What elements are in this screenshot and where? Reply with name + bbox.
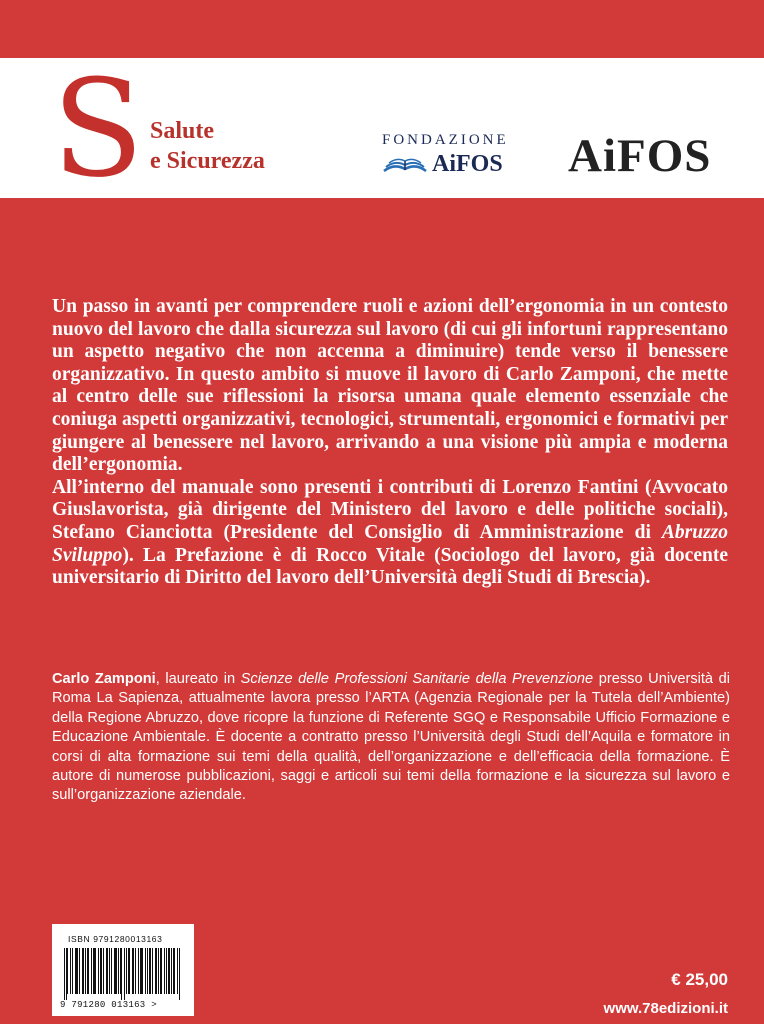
barcode-bar [124,948,125,1000]
barcode-bar [132,948,133,994]
barcode-bar [107,948,108,994]
barcode-bar [155,948,156,994]
author-name: Carlo Zamponi [52,671,156,687]
barcode-bar [79,948,80,994]
barcode-bar [95,948,96,994]
barcode-bar [101,948,102,994]
barcode-bar [114,948,115,994]
barcode-bar [116,948,117,994]
barcode-bar [91,948,92,994]
barcode-bar [76,948,77,994]
barcode-bar [135,948,136,994]
fondazione-label: FONDAZIONE [382,132,509,148]
barcode-bar [126,948,127,994]
barcode-bar [150,948,151,994]
barcode-bar [179,948,180,1000]
aifos-logo: AiFOS [568,130,712,182]
barcode-bar [177,948,178,994]
open-book-icon [382,153,428,175]
barcode-bar [72,948,73,994]
barcode-bar [166,948,167,994]
bio-text-1: , laureato in [155,671,241,687]
barcode-bar [142,948,143,994]
barcode-bar [168,948,169,994]
barcode-bar [87,948,88,994]
barcode-bar [158,948,159,994]
salute-sicurezza-logo-text [150,116,265,176]
barcode-bar [121,948,122,1000]
back-cover-blurb [52,296,728,590]
fondazione-aifos-name: AiFOS [432,151,503,177]
barcode-bar [118,948,119,994]
barcode-digits: 9 791280 013163 > [60,1000,157,1010]
publisher-website: www.78edizioni.it [603,1000,728,1017]
blurb-p2-italic: Abruzzo Sviluppo [52,521,728,566]
barcode-bar [140,948,141,994]
price: € 25,00 [671,970,728,989]
barcode-bar [147,948,148,994]
barcode-bar [138,948,139,994]
author-bio [52,670,730,806]
barcode-bar [133,948,134,994]
barcode-bar [77,948,78,994]
barcode-bar [128,948,129,994]
logo-line-sicurezza: e Sicurezza [150,148,265,174]
barcode-bar [106,948,107,994]
header-band [0,51,764,207]
barcode-bar [109,948,110,994]
barcode-bar [156,948,157,994]
barcode-bar [145,948,146,994]
barcode-bar [70,948,71,994]
barcode-bar [66,948,67,1000]
barcode-bar [164,948,165,994]
author-degree: Scienze delle Professioni Sanitarie della Prevenzione [240,671,594,687]
barcode-bar [149,948,150,994]
barcode-bar [174,948,175,994]
barcode-bar [85,948,86,994]
barcode-bar [161,948,162,994]
barcode-bar [115,948,116,994]
barcode-bar [94,948,95,994]
salute-sicurezza-logo-letter: S [52,51,144,207]
barcode-icon [64,948,184,1000]
blurb-p2-text-end: ). La Prefazione è di Rocco Vitale (Sociologo del lavoro, già docente universitario di Diritto del lavoro dell’Università degli Studi di Brescia). [52,544,728,589]
isbn-label: ISBN 9791280013163 [68,934,163,944]
fondazione-aifos-logo [382,132,540,177]
barcode-bar [103,948,104,994]
barcode-bar [120,948,121,994]
barcode-bar [83,948,84,994]
isbn-barcode [52,924,194,1016]
barcode-bar [169,948,170,994]
barcode-bar [141,948,142,994]
barcode-bar [64,948,65,1000]
barcode-bar [75,948,76,994]
blurb-p2-text: All’interno del manuale sono presenti i contributi di Lorenzo Fantini (Avvocato Giuslavorista, già dirigente del Ministero del lavoro e delle politiche sociali), Stefano Cianciotta (Presidente del Consiglio di Amministrazione di [52,476,728,543]
bio-text-2: presso Università di Roma La Sapienza, attualmente lavora presso l’ARTA (Agenzia Regionale per la Tutela dell’Ambiente) della Regione Abruzzo, dove ricopre la funzione di Referente SGQ e Responsabile Ufficio Formazione e Educazione Ambientale. È docente a contratto presso l’Università degli Studi dell’Aquila e formatore in corsi di alta formazione sui temi della qualità, dell’organizzazione e dell’efficacia della formazione. È autore di numerose pubblicazioni, saggi e articoli sui temi della formazione e la sicurezza sul lavoro e sull’organizzazione aziendale. [52,671,731,804]
blurb-paragraph-2 [52,477,728,590]
barcode-bar [160,948,161,994]
barcode-bar [171,948,172,994]
barcode-bar [88,948,89,994]
barcode-bar [98,948,99,994]
barcode-bar [100,948,101,994]
barcode-bar [93,948,94,994]
barcode-bar [82,948,83,994]
barcode-bar [111,948,112,994]
barcode-bar [129,948,130,994]
barcode-bar [152,948,153,994]
barcode-bar [67,948,68,994]
logo-line-salute: Salute [150,118,215,144]
barcode-bar [173,948,174,994]
blurb-paragraph-1: Un passo in avanti per comprendere ruoli e azioni dell’ergonomia in un contesto nuovo del lavoro che dalla sicurezza sul lavoro (di cui gli infortuni rappresentano un aspetto negativo che non accenna a diminuire) tende verso il benessere organizzativo. In questo ambito si muove il lavoro di Carlo Zamponi, che mette al centro delle sue riflessioni la risorsa umana quale elemento essenziale che coniuga aspetti organizzativi, tecnologici, strumentali, ergonomici e formativi per giungere al benessere nel lavoro, arrivando a una visione più ampia e moderna dell’ergonomia. [52,296,728,476]
